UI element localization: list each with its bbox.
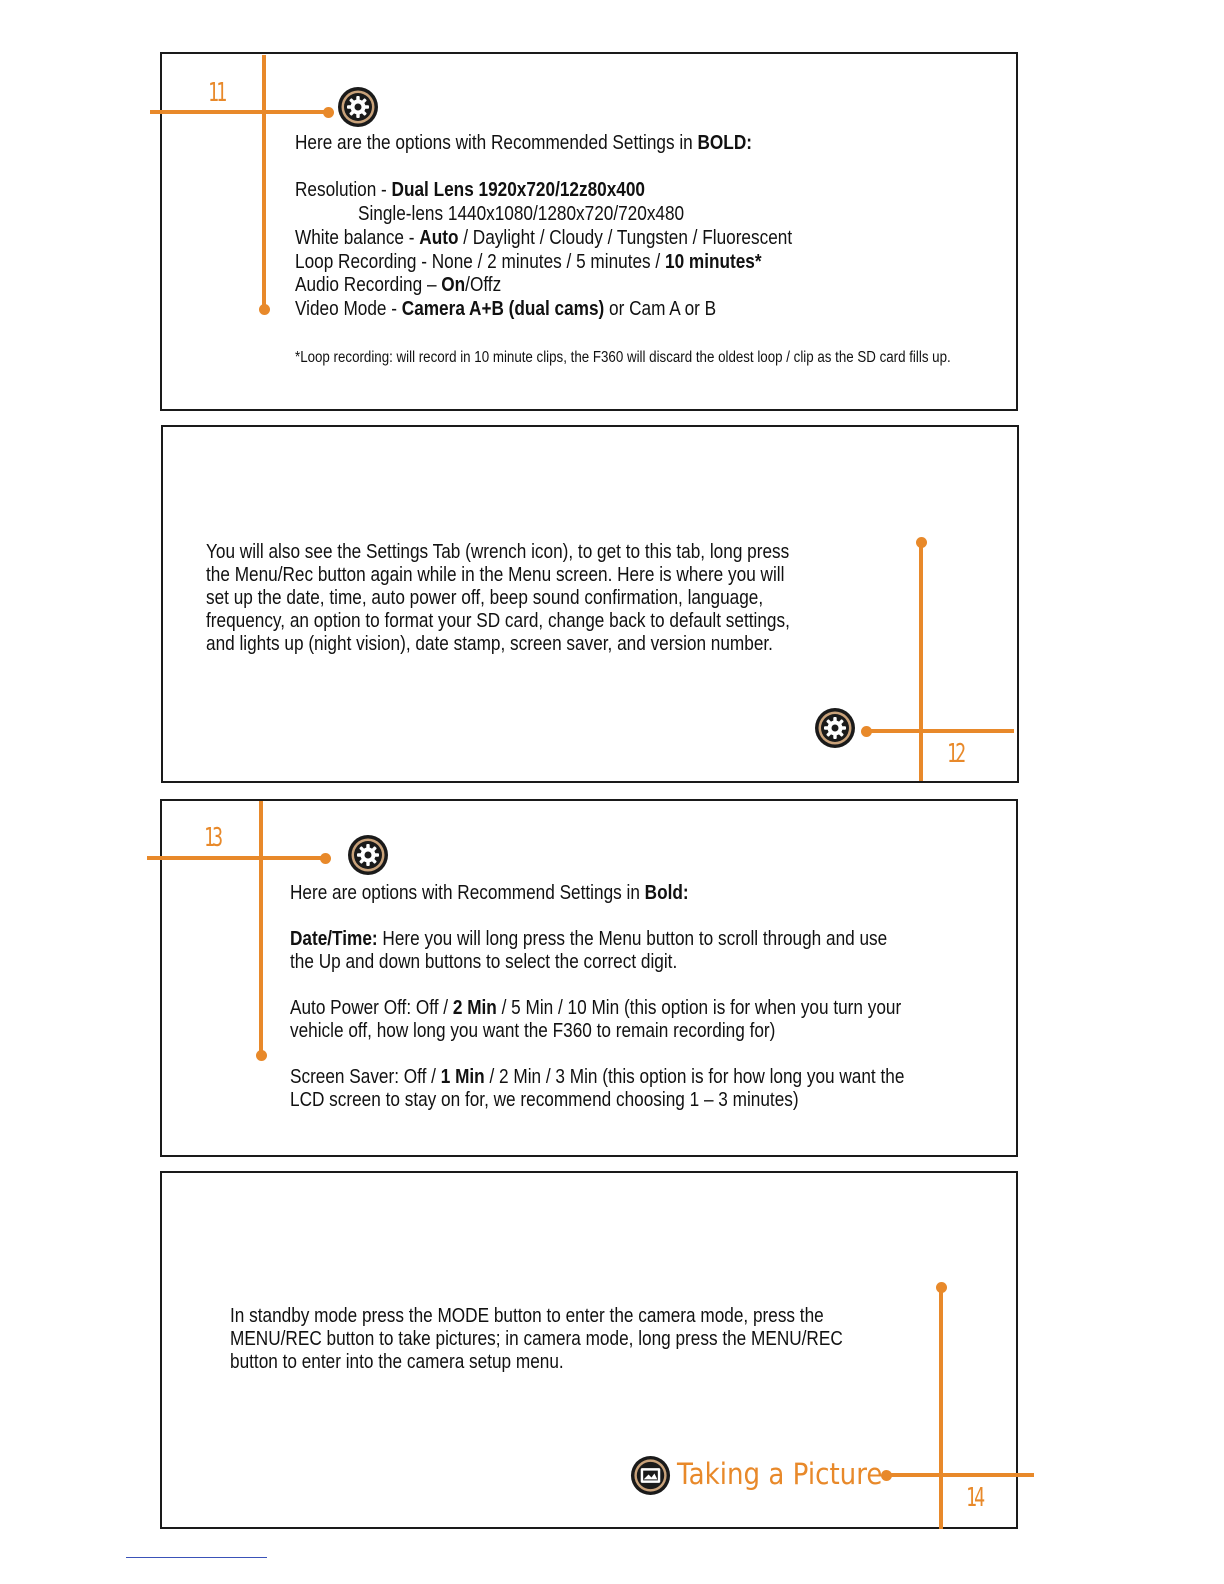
panel-14-hline	[886, 1473, 1034, 1477]
loop-recording-line: Loop Recording - None / 2 minutes / 5 minutes / 10 minutes*	[295, 251, 762, 273]
loop-footnote: *Loop recording: will record in 10 minute clips, the F360 will discard the oldest loop / clip as the SD card fills up.	[295, 349, 951, 366]
page-number-14: 14	[966, 1483, 983, 1513]
panel-14-vdot	[936, 1282, 947, 1293]
panel-12-vline	[919, 541, 923, 781]
datetime-line-1: Date/Time: Here you will long press the Menu button to scroll through and use	[290, 928, 888, 950]
page-number-13: 13	[204, 823, 221, 853]
taking-picture-title: Taking a Picture	[677, 1457, 883, 1491]
taking-picture-line-1: In standby mode press the MODE button to enter the camera mode, press the	[230, 1305, 824, 1327]
settings-tab-line-1: You will also see the Settings Tab (wrench icon), to get to this tab, long press	[206, 541, 790, 563]
panel-11-vline	[262, 55, 266, 310]
panel-14-vline	[939, 1289, 943, 1529]
resolution-single-line: Single-lens 1440x1080/1280x720/720x480	[358, 203, 685, 225]
panel-13-vdot	[256, 1050, 267, 1061]
panel-12-hdot	[861, 726, 872, 737]
datetime-line-2: the Up and down buttons to select the correct digit.	[290, 951, 678, 973]
panel-13-hdot	[320, 853, 331, 864]
settings-tab-line-5: and lights up (night vision), date stamp, screen saver, and version number.	[206, 633, 773, 655]
page-number-12: 12	[947, 739, 964, 769]
footer-rule	[126, 1557, 267, 1558]
taking-picture-line-3: button to enter into the camera setup menu.	[230, 1351, 564, 1373]
panel-14-hdot	[881, 1470, 892, 1481]
panel-13-intro: Here are options with Recommend Settings in Bold:	[290, 882, 689, 904]
gear-icon	[346, 833, 390, 877]
resolution-line: Resolution - Dual Lens 1920x720/12z80x400	[295, 179, 645, 201]
video-mode-line: Video Mode - Camera A+B (dual cams) or Cam A or B	[295, 298, 717, 320]
gear-icon	[813, 706, 857, 750]
panel-13-hline	[147, 856, 325, 860]
settings-tab-line-3: set up the date, time, auto power off, beep sound confirmation, language,	[206, 587, 764, 609]
audio-recording-line: Audio Recording – On/Offz	[295, 274, 502, 296]
panel-11-vdot	[259, 304, 270, 315]
settings-tab-line-4: frequency, an option to format your SD card, change back to default settings,	[206, 610, 790, 632]
camera-picture-icon	[629, 1454, 672, 1497]
panel-11-hline	[150, 110, 328, 114]
settings-tab-line-2: the Menu/Rec button again while in the Menu screen. Here is where you will	[206, 564, 785, 586]
auto-power-off-line-1: Auto Power Off: Off / 2 Min / 5 Min / 10 Min (this option is for when you turn your	[290, 997, 902, 1019]
white-balance-line: White balance - Auto / Daylight / Cloudy / Tungsten / Fluorescent	[295, 227, 793, 249]
panel-11-hdot	[323, 107, 334, 118]
taking-picture-line-2: MENU/REC button to take pictures; in camera mode, long press the MENU/REC	[230, 1328, 843, 1350]
panel-12-vdot	[916, 537, 927, 548]
panel-12-hline	[866, 729, 1014, 733]
page-number-11: 11	[208, 78, 225, 108]
panel-11-intro: Here are the options with Recommended Settings in BOLD:	[295, 132, 752, 154]
screen-saver-line-1: Screen Saver: Off / 1 Min / 2 Min / 3 Min (this option is for how long you want the	[290, 1066, 905, 1088]
auto-power-off-line-2: vehicle off, how long you want the F360 to remain recording for)	[290, 1020, 776, 1042]
screen-saver-line-2: LCD screen to stay on for, we recommend choosing 1 – 3 minutes)	[290, 1089, 799, 1111]
gear-icon	[336, 85, 380, 129]
panel-13-vline	[259, 801, 263, 1055]
